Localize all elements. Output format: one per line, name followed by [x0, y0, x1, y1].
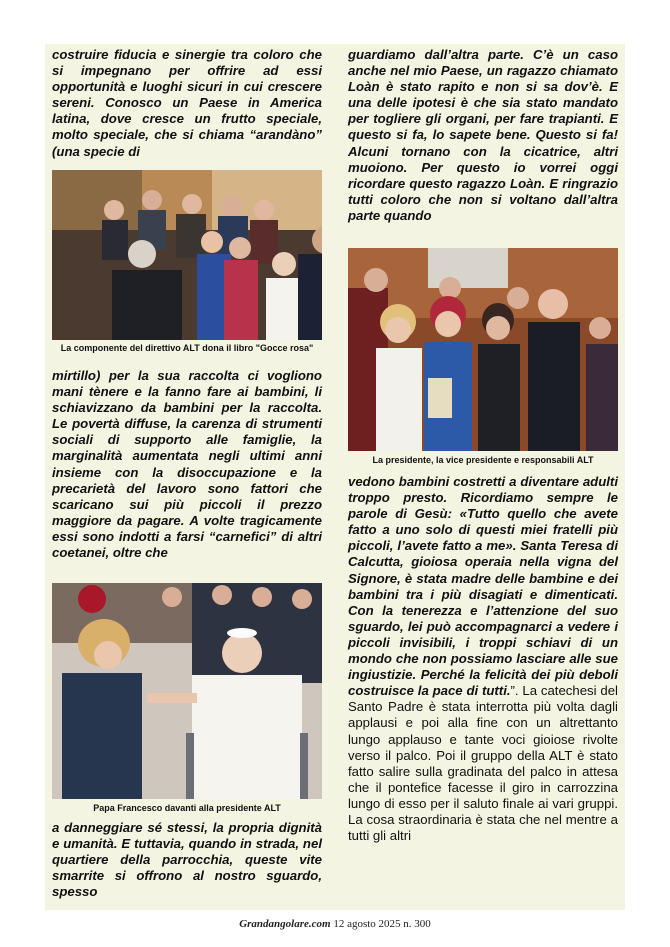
photo-pope-with-president	[52, 583, 322, 799]
left-paragraph-1: costruire fiducia e sinergie tra coloro che si impegnano per offrire ad essi opportunità e luoghi sicuri in cui crescere sereni. Conosco un Paese in America latina, dove cresce un frutto speciale, molto speciale, che si chiama “arandàno” (una specie di	[52, 47, 322, 159]
footer-issue: 12 agosto 2025 n. 300	[333, 918, 431, 930]
right-text-block-2	[348, 474, 618, 894]
right-paragraph-2-quote: vedono bambini costretti a diventare adulti troppo presto. Ricordiamo sempre le parole di Gesù: «Tutto quello che avete fatto a uno solo di questi miei fratelli più piccoli, l’avete fatto a me». Santa Teresa di Calcutta, gioiosa operaia nella vigna del Signore, è stata madre delle bambine e dei bambini tra i più disagiati e dimenticati. Con la tenerezza e l’attenzione del suo sguardo, lei può accompagnarci a vedere i piccoli invisibili, i troppi schiavi di un mondo che non possiamo lasciare alle sue ingiustizie. Perché la felicità dei più deboli costruisce la pace di tutti.	[348, 474, 618, 699]
page-footer	[0, 918, 670, 930]
right-paragraph-1: guardiamo dall’altra parte. C’è un caso anche nel mio Paese, un ragazzo chiamato Loàn è stato rapito e non si sa dov’è. E una delle ipotesi è che sia stato mandato per togliere gli organi, per fare trapianti. E questo si fa, lo sapete bene. Questo si fa! Alcuni tornano con la cicatrice, altri muoiono. Per questo io vorrei oggi ricordare questo ragazzo Loàn. E ringrazio tutti coloro che non si voltano dall’altra parte quando	[348, 47, 618, 223]
caption-photo-president-vice-president: La presidente, la vice presidente e responsabili ALT	[372, 455, 594, 465]
photo-president-vice-president	[348, 248, 618, 451]
left-text-block-3	[52, 820, 322, 900]
caption-photo-pope-with-president: Papa Francesco davanti alla presidente ALT	[93, 803, 281, 813]
right-paragraph-2	[348, 474, 618, 844]
left-text-block-2	[52, 368, 322, 578]
right-text-block-1	[348, 47, 618, 242]
left-paragraph-2: mirtillo) per la sua raccolta ci vogliono mani tènere e la fanno fare ai bambini, li schiavizzano da bambini per la raccolta. Le povertà diffuse, la carenza di strumenti sociali di supporto alle famiglie, la marginalità aumentata negli ultimi anni insieme con la disoccupazione e la precarietà del lavoro sono fattori che scaricano sui più piccoli il prezzo maggiore da pagare. A volte tragicamente essi sono indotti a farsi “carnefici” di altri coetanei, oltre che	[52, 368, 322, 561]
left-paragraph-3: a danneggiare sé stessi, la propria dignità e umanità. E tuttavia, quando in strada, nel quartiere della parrocchia, queste vite smarrite si offrono al nostro sguardo, spesso	[52, 820, 322, 900]
photo-book-donation	[52, 170, 322, 340]
caption-photo-book-donation: La componente del direttivo ALT dona il libro "Gocce rosa"	[60, 343, 314, 353]
left-text-block-1	[52, 47, 322, 162]
footer-site[interactable]: Grandangolare.com	[239, 918, 331, 930]
right-paragraph-2-plain: ”. La catechesi del Santo Padre è stata interrotta più volta dagli applausi e poi alla fine con un altrettanto lungo applauso e tante voci gioiose rivolte verso il palco. Poi il gruppo della ALT è stato fatto salire sulla gradinata del palco in attesa che il pontefice facesse il giro in carrozzina lungo di esso per il saluto finale ai vari gruppi. La cosa straordinaria è stata che nel mentre a tutti gli altri	[348, 683, 618, 844]
